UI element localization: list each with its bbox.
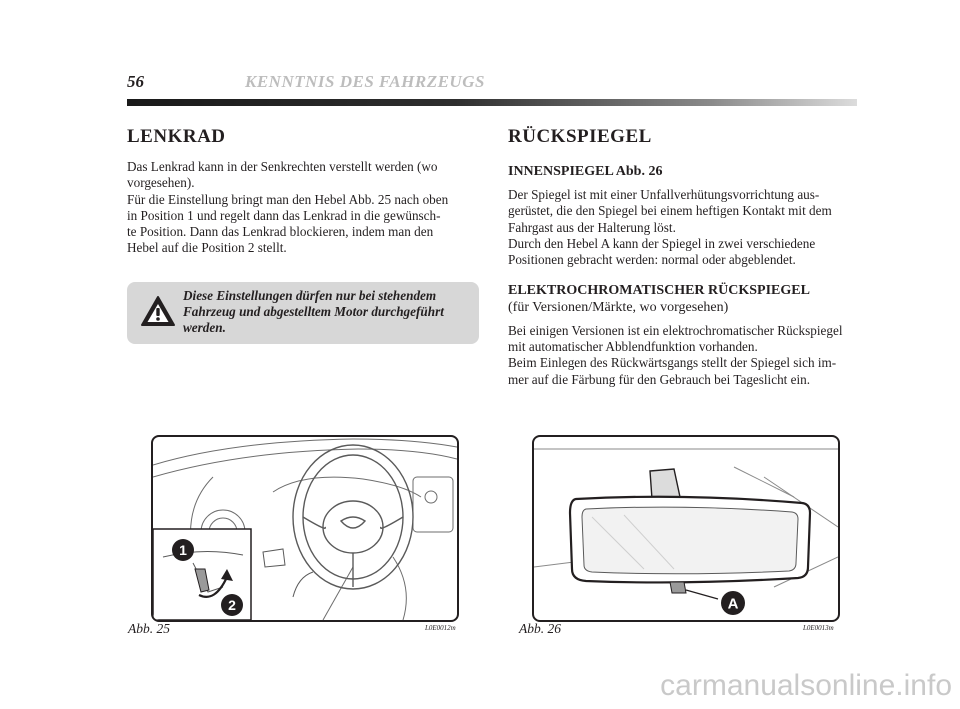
text-line: Positionen gebracht werden: normal oder abgeblendet. — [508, 252, 796, 268]
figure-25-caption: Abb. 25 — [128, 621, 170, 636]
elektrochromatisch-paragraph — [508, 323, 858, 388]
text-line: Für die Einstellung bringt man den Hebel Abb. 25 nach oben — [127, 191, 449, 207]
innenspiegel-paragraph — [508, 187, 858, 268]
page-number: 56 — [127, 72, 144, 91]
text-line: Fahrzeug und abgestelltem Motor durchgeführt — [183, 304, 444, 319]
figure-26-caption: Abb. 26 — [519, 621, 561, 636]
figure-label-1: 1 — [179, 542, 187, 558]
text-line: in Position 1 und regelt dann das Lenkrad in die gewünsch- — [127, 207, 441, 223]
figure-label-2: 2 — [228, 597, 236, 613]
heading-elektrochromatisch: ELEKTROCHROMATISCHER RÜCKSPIEGEL — [508, 283, 810, 299]
text-line: Der Spiegel ist mit einer Unfallverhütungsvorrichtung aus- — [508, 187, 820, 202]
text-line: vorgesehen). — [127, 175, 195, 191]
text-line: te Position. Dann das Lenkrad blockieren, indem man den — [127, 224, 434, 240]
text-line: gerüstet, die den Spiegel bei einem heftigen Kontakt mit dem — [508, 203, 832, 219]
text-line: Das Lenkrad kann in der Senkrechten verstellt werden (wo — [127, 159, 438, 174]
heading-lenkrad: LENKRAD — [127, 126, 226, 147]
lenkrad-paragraph — [127, 159, 479, 257]
text-line: Fahrgast aus der Halterung löst. — [508, 219, 676, 235]
warning-triangle-icon — [140, 295, 176, 332]
text-line: Hebel auf die Position 2 stellt. — [127, 240, 287, 256]
text-line: mer auf die Färbung für den Gebrauch bei Tageslicht ein. — [508, 371, 811, 387]
text-line: Beim Einlegen des Rückwärtsgangs stellt der Spiegel sich im- — [508, 355, 837, 371]
section-lenkrad — [127, 126, 479, 257]
text-line: Durch den Hebel A kann der Spiegel in zwei verschiedene — [508, 235, 816, 251]
figure-25-code: L0E0012m — [425, 624, 456, 632]
steering-wheel-illustration — [153, 437, 457, 620]
header-rule — [127, 99, 857, 106]
figure-25-steering-wheel — [151, 435, 459, 622]
text-line: Bei einigen Versionen ist ein elektrochromatischer Rückspiegel — [508, 322, 843, 338]
watermark: carmanualsonline.info — [660, 669, 952, 702]
heading-rueckspiegel: RÜCKSPIEGEL — [508, 126, 652, 147]
figure-label-a: A — [727, 595, 739, 613]
warning-box — [127, 282, 479, 344]
text-line: Diese Einstellungen dürfen nur bei stehendem — [183, 288, 437, 303]
section-rueckspiegel — [508, 126, 858, 388]
heading-innenspiegel: INNENSPIEGEL Abb. 26 — [508, 164, 663, 179]
text-line: werden. — [183, 320, 226, 335]
running-title: KENNTNIS DES FAHRZEUGS — [245, 72, 485, 91]
subheading-versionen: (für Versionen/Märkte, wo vorgesehen) — [508, 300, 729, 316]
warning-text — [183, 288, 475, 336]
text-line: mit automatischer Abblendfunktion vorhanden. — [508, 339, 758, 355]
figure-26-code: L0E0013m — [803, 624, 834, 632]
figure-26-rearview-mirror — [532, 435, 840, 622]
mirror-illustration — [534, 437, 838, 620]
